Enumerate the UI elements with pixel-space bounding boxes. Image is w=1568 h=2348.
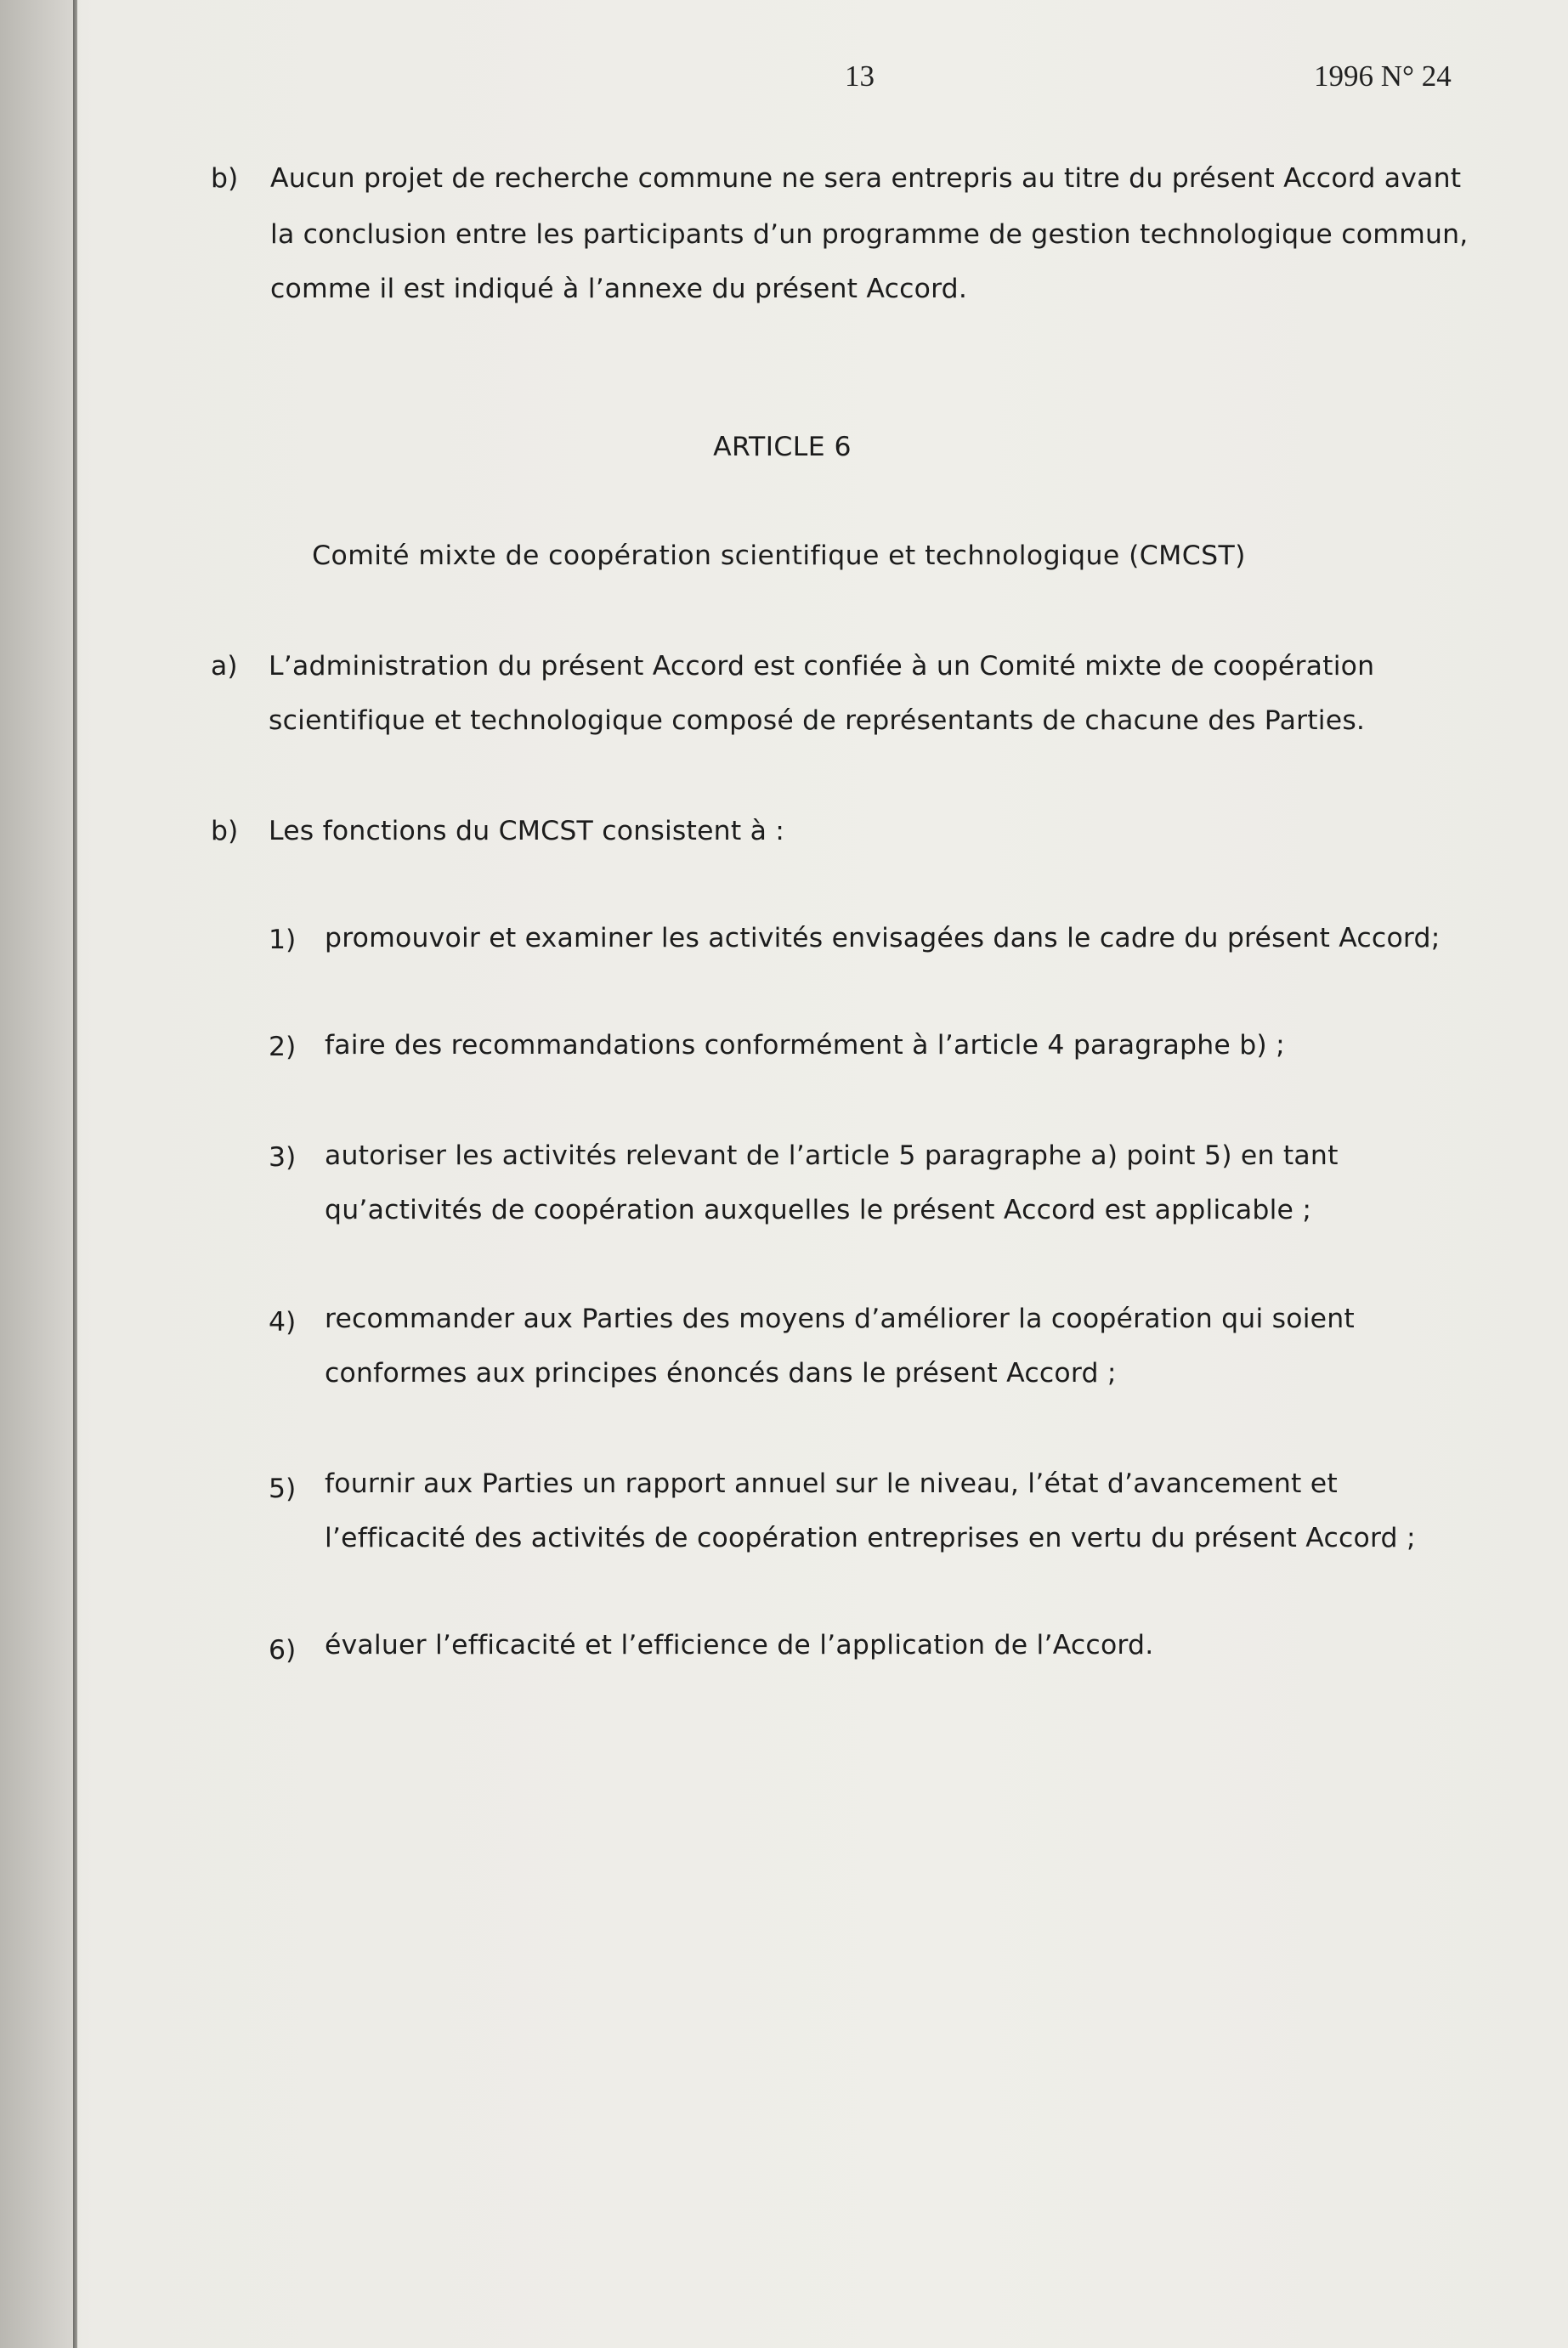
paragraph-line: comme il est indiqué à l’annexe du présent Accord.	[270, 274, 968, 304]
list-item-line: évaluer l’efficacité et l’efficience de l’application de l’Accord.	[325, 1630, 1154, 1661]
list-item-line: promouvoir et examiner les activités envisagées dans le cadre du présent Accord;	[325, 923, 1441, 953]
article-title: ARTICLE 6	[713, 432, 852, 462]
list-item-number: 6)	[269, 1635, 297, 1666]
issue-number: 1996 N° 24	[1314, 59, 1452, 93]
list-item-line: recommander aux Parties des moyens d’améliorer la coopération qui soient	[325, 1304, 1355, 1334]
binding-edge	[73, 0, 77, 2348]
paragraph-label: a)	[211, 651, 238, 682]
list-item-number: 4)	[269, 1307, 297, 1338]
page-number: 13	[845, 59, 875, 93]
list-item-number: 3)	[269, 1142, 297, 1173]
paragraph-line: Les fonctions du CMCST consistent à :	[269, 816, 785, 846]
paragraph-label: b)	[211, 163, 239, 194]
list-item-number: 2)	[269, 1032, 297, 1062]
paragraph-label: b)	[211, 816, 239, 846]
paragraph-line: scientifique et technologique composé de représentants de chacune des Parties.	[269, 705, 1366, 736]
binding-shadow	[0, 0, 73, 2348]
list-item-line: fournir aux Parties un rapport annuel sur le niveau, l’état d’avancement et	[325, 1468, 1338, 1499]
list-item-line: faire des recommandations conformément à l’article 4 paragraphe b) ;	[325, 1030, 1285, 1061]
article-subtitle: Comité mixte de coopération scientifique et technologique (CMCST)	[312, 540, 1246, 571]
paragraph-line: L’administration du présent Accord est confiée à un Comité mixte de coopération	[269, 651, 1375, 682]
list-item-number: 5)	[269, 1474, 297, 1504]
list-item-line: l’efficacité des activités de coopération entreprises en vertu du présent Accord ;	[325, 1523, 1416, 1553]
list-item-number: 1)	[269, 925, 297, 955]
paragraph-line: Aucun projet de recherche commune ne sera entrepris au titre du présent Accord avant	[270, 163, 1462, 194]
list-item-line: qu’activités de coopération auxquelles le présent Accord est applicable ;	[325, 1195, 1312, 1225]
list-item-line: conformes aux principes énoncés dans le présent Accord ;	[325, 1358, 1117, 1389]
paragraph-line: la conclusion entre les participants d’un programme de gestion technologique commun,	[270, 219, 1469, 250]
list-item-line: autoriser les activités relevant de l’article 5 paragraphe a) point 5) en tant	[325, 1140, 1339, 1171]
